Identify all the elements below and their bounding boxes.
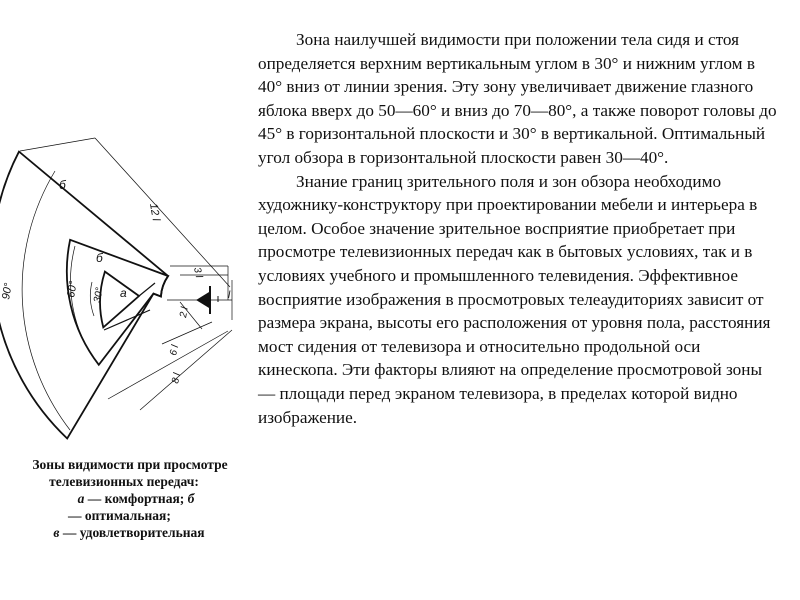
zone-label-middle: б <box>96 251 103 265</box>
outer-zone-sector <box>0 152 168 439</box>
angle-label-middle: 60° <box>65 280 80 299</box>
zone-label-outer: б <box>59 178 66 192</box>
paragraph-1: Зона наилучшей видимости при положении тела сидя и стоя определяется верхним вертикальным углом в 30° и нижним углом в 40° вниз от линии зрения. Эту зону увеличивает движение глазного яблока вверх до 50—60° и вниз до 70—80°, а также поворот головы до 45° в горизонтальной плоскости и 30° в вертикальной. Оптимальный угол обзора в горизонтальной плоскости равен 30—40°. <box>258 30 777 167</box>
distance-label-4: 6 l <box>168 344 182 357</box>
zone-label-inner: а <box>120 286 127 300</box>
angle-label-inner: 30° <box>92 286 106 304</box>
distance-label-1: 12 l <box>147 202 162 223</box>
distance-label-5: 8 l <box>170 372 184 385</box>
distance-label-6: l <box>228 290 231 301</box>
viewing-zones-diagram <box>0 0 250 450</box>
caption-satisfactory: в — удовлетворительная <box>53 525 205 540</box>
distance-label-2: 3 l <box>191 266 205 279</box>
caption-comfort: а — комфортная; б <box>77 491 195 506</box>
main-text <box>258 28 780 429</box>
caption-title: Зоны видимости при просмотре телевизионных передач: <box>32 457 228 489</box>
caption-optimal: — оптимальная; <box>68 508 171 523</box>
middle-zone-sector <box>67 240 168 365</box>
angle-label-outer: 90° <box>0 282 15 301</box>
paragraph-2: Знание границ зрительного поля и зон обзора необходимо художнику-конструктору при проектировании мебели и интерьера в целом. Особое значение зрительное восприятие приобретает при просмотре телевизионных передач как в бытовых условиях, так и в условиях учебного и промышленного телевидения. Эффективное восприятие изображения в просмотровых телеаудиториях зависит от размера экрана, высоты его расположения от уровня пола, расстояния мост сидения от телевизора и относительно продольной оси кинескопа. Эти факторы влияют на определение просмотровой зоны — площади перед экраном телевизора, в пределах которой видно изображение. <box>258 171 771 427</box>
distance-label-3: 2 l <box>178 306 191 319</box>
figure-caption <box>0 456 248 541</box>
